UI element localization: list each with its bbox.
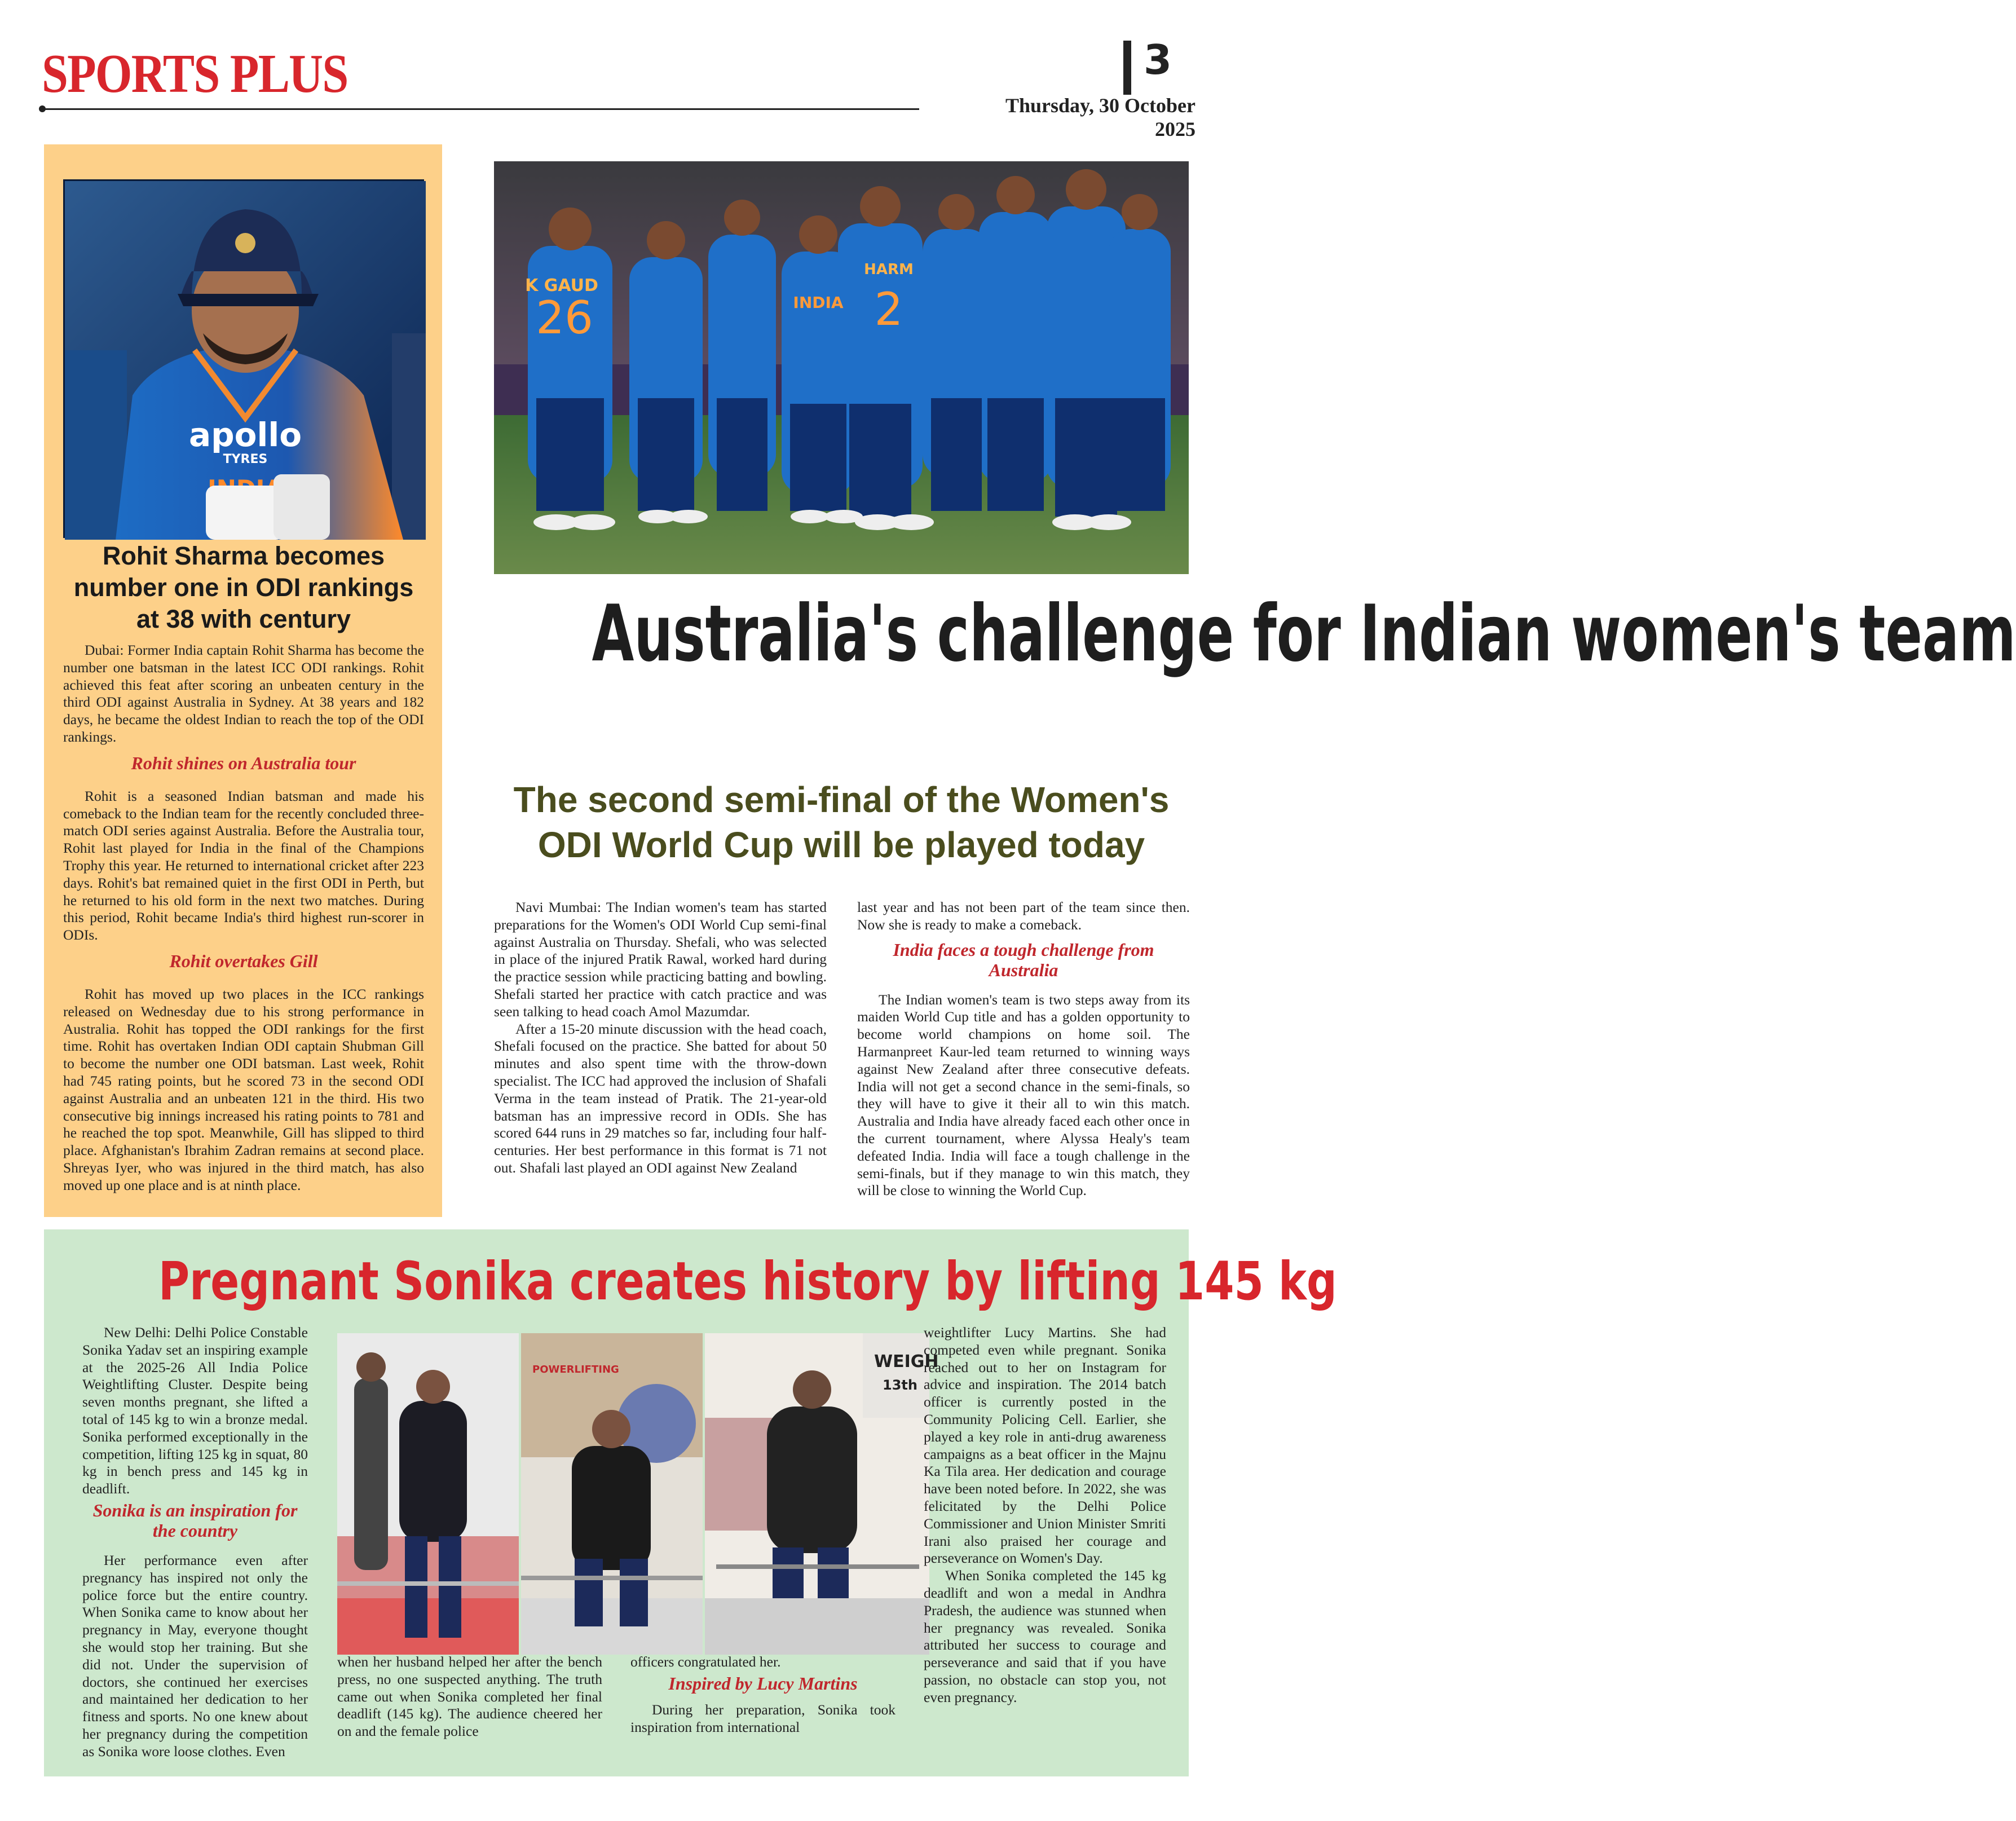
page-number-bar [1123, 41, 1131, 95]
sonika-col1-subhead: Sonika is an inspiration for the country [92, 1500, 298, 1541]
sonika-photo-2 [521, 1333, 703, 1655]
jersey-number-2: 2 [874, 283, 903, 336]
sonika-col1-para-2: Her performance even after pregnancy has inspired not only the police force but the entire country. When Sonika came to know about her pregnancy in May, everyone thought she would stop her training. But she did not. Under the supervision of doctors, she continued her exercises and maintained her dedication to her fitness and sports. No one knew about her pregnancy during the competition as Sonika wore loose clothes. Even [82, 1551, 308, 1760]
sonika-col2-para: when her husband helped her after the bench press, no one suspected anything. The truth came out when Sonika completed her final deadlift (145 kg). The audience cheered her on and the female police [337, 1654, 602, 1740]
rohit-para-1: Rohit is a seasoned Indian batsman and made his comeback to the Indian team for the recently concluded three-match ODI series against Australia. Before the Australia tour, Rohit last played for India in the final of the Champions Trophy this year. He returned to international cricket after 223 days. Rohit's bat remained quiet in the first ODI in Perth, but he returned to his old form in the next two matches. During this period, Rohit became India's third highest run-scorer in ODIs. [63, 787, 424, 943]
sonika-photo-strip [337, 1333, 939, 1655]
sonika-col4-para-1: weightlifter Lucy Martins. She had competed even while pregnant. Sonika reached out to her on Instagram for advice and inspiration. The 2014 batch officer is currently posted in the Community Policing Cell. Earlier, she played a key role in anti-drug awareness campaigns as a beat officer in the Majnu Ka Tila area. Her dedication and courage have been noted before. In 2022, she was felicitated by the Delhi Police Commissioner and Union Minister Smriti Irani also praised her courage and perseverance on Women's Day. [924, 1324, 1166, 1567]
sonika-article-column-4 [924, 1324, 1166, 1707]
sonika-col3-para-1: officers congratulated her. [630, 1654, 781, 1670]
sonika-col3-subhead: Inspired by Lucy Martins [668, 1673, 858, 1694]
main-headline: Australia's challenge for Indian women's team [592, 588, 2016, 679]
rohit-subhead-2: Rohit overtakes Gill [169, 950, 318, 971]
rohit-intro: Dubai: Former India captain Rohit Sharma has become the number one batsman in the latest ICC ODI rankings. Rohit achieved this feat after scoring an unbeaten century in the third ODI against Australia in Sydney. At 38 years and 182 days, he became the oldest Indian to reach the top of the ODI rankings. [63, 642, 424, 745]
main-col2-para-2: The Indian women's team is two steps away from its maiden World Cup title and has a golden opportunity to become world champions on home soil. The Harmanpreet Kaur-led team returned to winning ways against New Zealand after three consecutive defeats. India will not get a second chance in the semi-finals, so they will have to give it their all to win this match. Australia and India have already faced each other once in the current tournament, where Alyssa Healy's team defeated India. India will face a tough challenge in the semi-finals, but if they manage to win this match, they will be close to winning the World Cup. [857, 991, 1190, 1199]
main-col2-para-1: last year and has not been part of the team since then. Now she is ready to make a comeback. [857, 899, 1190, 933]
indian-womens-team-photo [494, 161, 1189, 574]
main-article-column-2 [857, 899, 1190, 1200]
section-title: SPORTS PLUS [42, 43, 348, 104]
main-article-column-1 [494, 899, 827, 1177]
weigh-sign-sub: 13th [883, 1377, 917, 1393]
rohit-subhead-1: Rohit shines on Australia tour [131, 752, 356, 773]
jersey-name-harm: HARM [864, 261, 914, 278]
main-col1-para-1: Navi Mumbai: The Indian women's team has started preparations for the Women's ODI World Cup semi-final against Australia on Thursday. Shefali, who was selected in place of the injured Pratik Rawal, worked hard during the practice session while practicing batting and bowling. Shefali started her practice with catch practice and was seen talking to head coach Amol Mazumdar. [494, 899, 827, 1020]
main-subheadline: The second semi-final of the Women's ODI World Cup will be played today [513, 779, 1170, 865]
sonika-col1-para-1: New Delhi: Delhi Police Constable Sonika Yadav set an inspiring example at the 2025-26 All India Police Weightlifting Cluster. Despite being seven months pregnant, she lifted a total of 145 kg to win a bronze medal. Sonika performed exceptionally in the competition, lifting 125 kg in squat, 80 kg in bench press and 145 kg in deadlift. [82, 1324, 308, 1497]
powerlifting-banner: POWERLIFTING [532, 1364, 619, 1375]
sonika-col4-para-2: When Sonika completed the 145 kg deadlift and won a medal in Andhra Pradesh, the audience was stunned when her pregnancy was revealed. Sonika attributed her success to courage and perseverance and said that if you have passion, no obstacle can stop you, not even pregnancy. [924, 1567, 1166, 1705]
masthead-rule [42, 108, 919, 110]
sonika-article-column-2 [337, 1654, 602, 1740]
jersey-name-gaud: K GAUD [525, 276, 598, 296]
rohit-sharma-photo [63, 179, 424, 538]
jersey-india-text: INDIA [793, 293, 844, 312]
rohit-headline: Rohit Sharma becomes number one in ODI rankings at 38 with century [73, 541, 414, 633]
main-col2-subhead: India faces a tough challenge from Australia [893, 939, 1154, 980]
main-col1-para-2: After a 15-20 minute discussion with the head coach, Shefali focused on the practice. She batted for about 50 minutes and also spent time with the throw-down specialist. The ICC had approved the inclusion of Shafali Verma in the team instead of Pratik. The 21-year-old batsman has an impressive record in ODIs. She has scored 644 runs in 29 matches so far, including four half-centuries. Her best performance in this format is 71 not out. Shafali last played an ODI against New Zealand [494, 1020, 827, 1176]
jersey-sponsor-sub: TYRES [223, 452, 268, 466]
jersey-sponsor: apollo [188, 416, 302, 454]
jersey-number-26: 26 [536, 292, 593, 344]
dateline: Thursday, 30 October 2025 [1005, 94, 1196, 140]
sonika-photo-3 [705, 1333, 939, 1655]
sonika-photo-1 [337, 1333, 519, 1655]
rohit-article-body [63, 642, 424, 1194]
sonika-col3-para-2: During her preparation, Sonika took inspiration from international [630, 1701, 895, 1735]
sonika-headline: Pregnant Sonika creates history by lifting 145 kg [158, 1251, 1337, 1312]
sonika-article-column-1 [82, 1324, 308, 1761]
sonika-article-column-3 [630, 1654, 895, 1736]
page-number: 3 [1144, 36, 1172, 83]
rohit-para-2: Rohit has moved up two places in the ICC rankings released on Wednesday due to his strong performance in Australia. Rohit has topped the ODI rankings for the first time. Rohit has overtaken Indian ODI captain Shubman Gill to become the number one ODI batsman. Last week, Rohit had 745 rating points, but he scored 73 in the second ODI against Australia and an unbeaten 121 in the third. His two consecutive big innings increased his rating points to 781 and he reached the top spot. Meanwhile, Gill has slipped to third place. Afghanistan's Ibrahim Zadran remains at second place. Shreyas Iyer, who was injured in the third match, has also moved up one place and is at ninth place. [63, 985, 424, 1193]
weigh-sign: WEIGH [874, 1352, 939, 1372]
